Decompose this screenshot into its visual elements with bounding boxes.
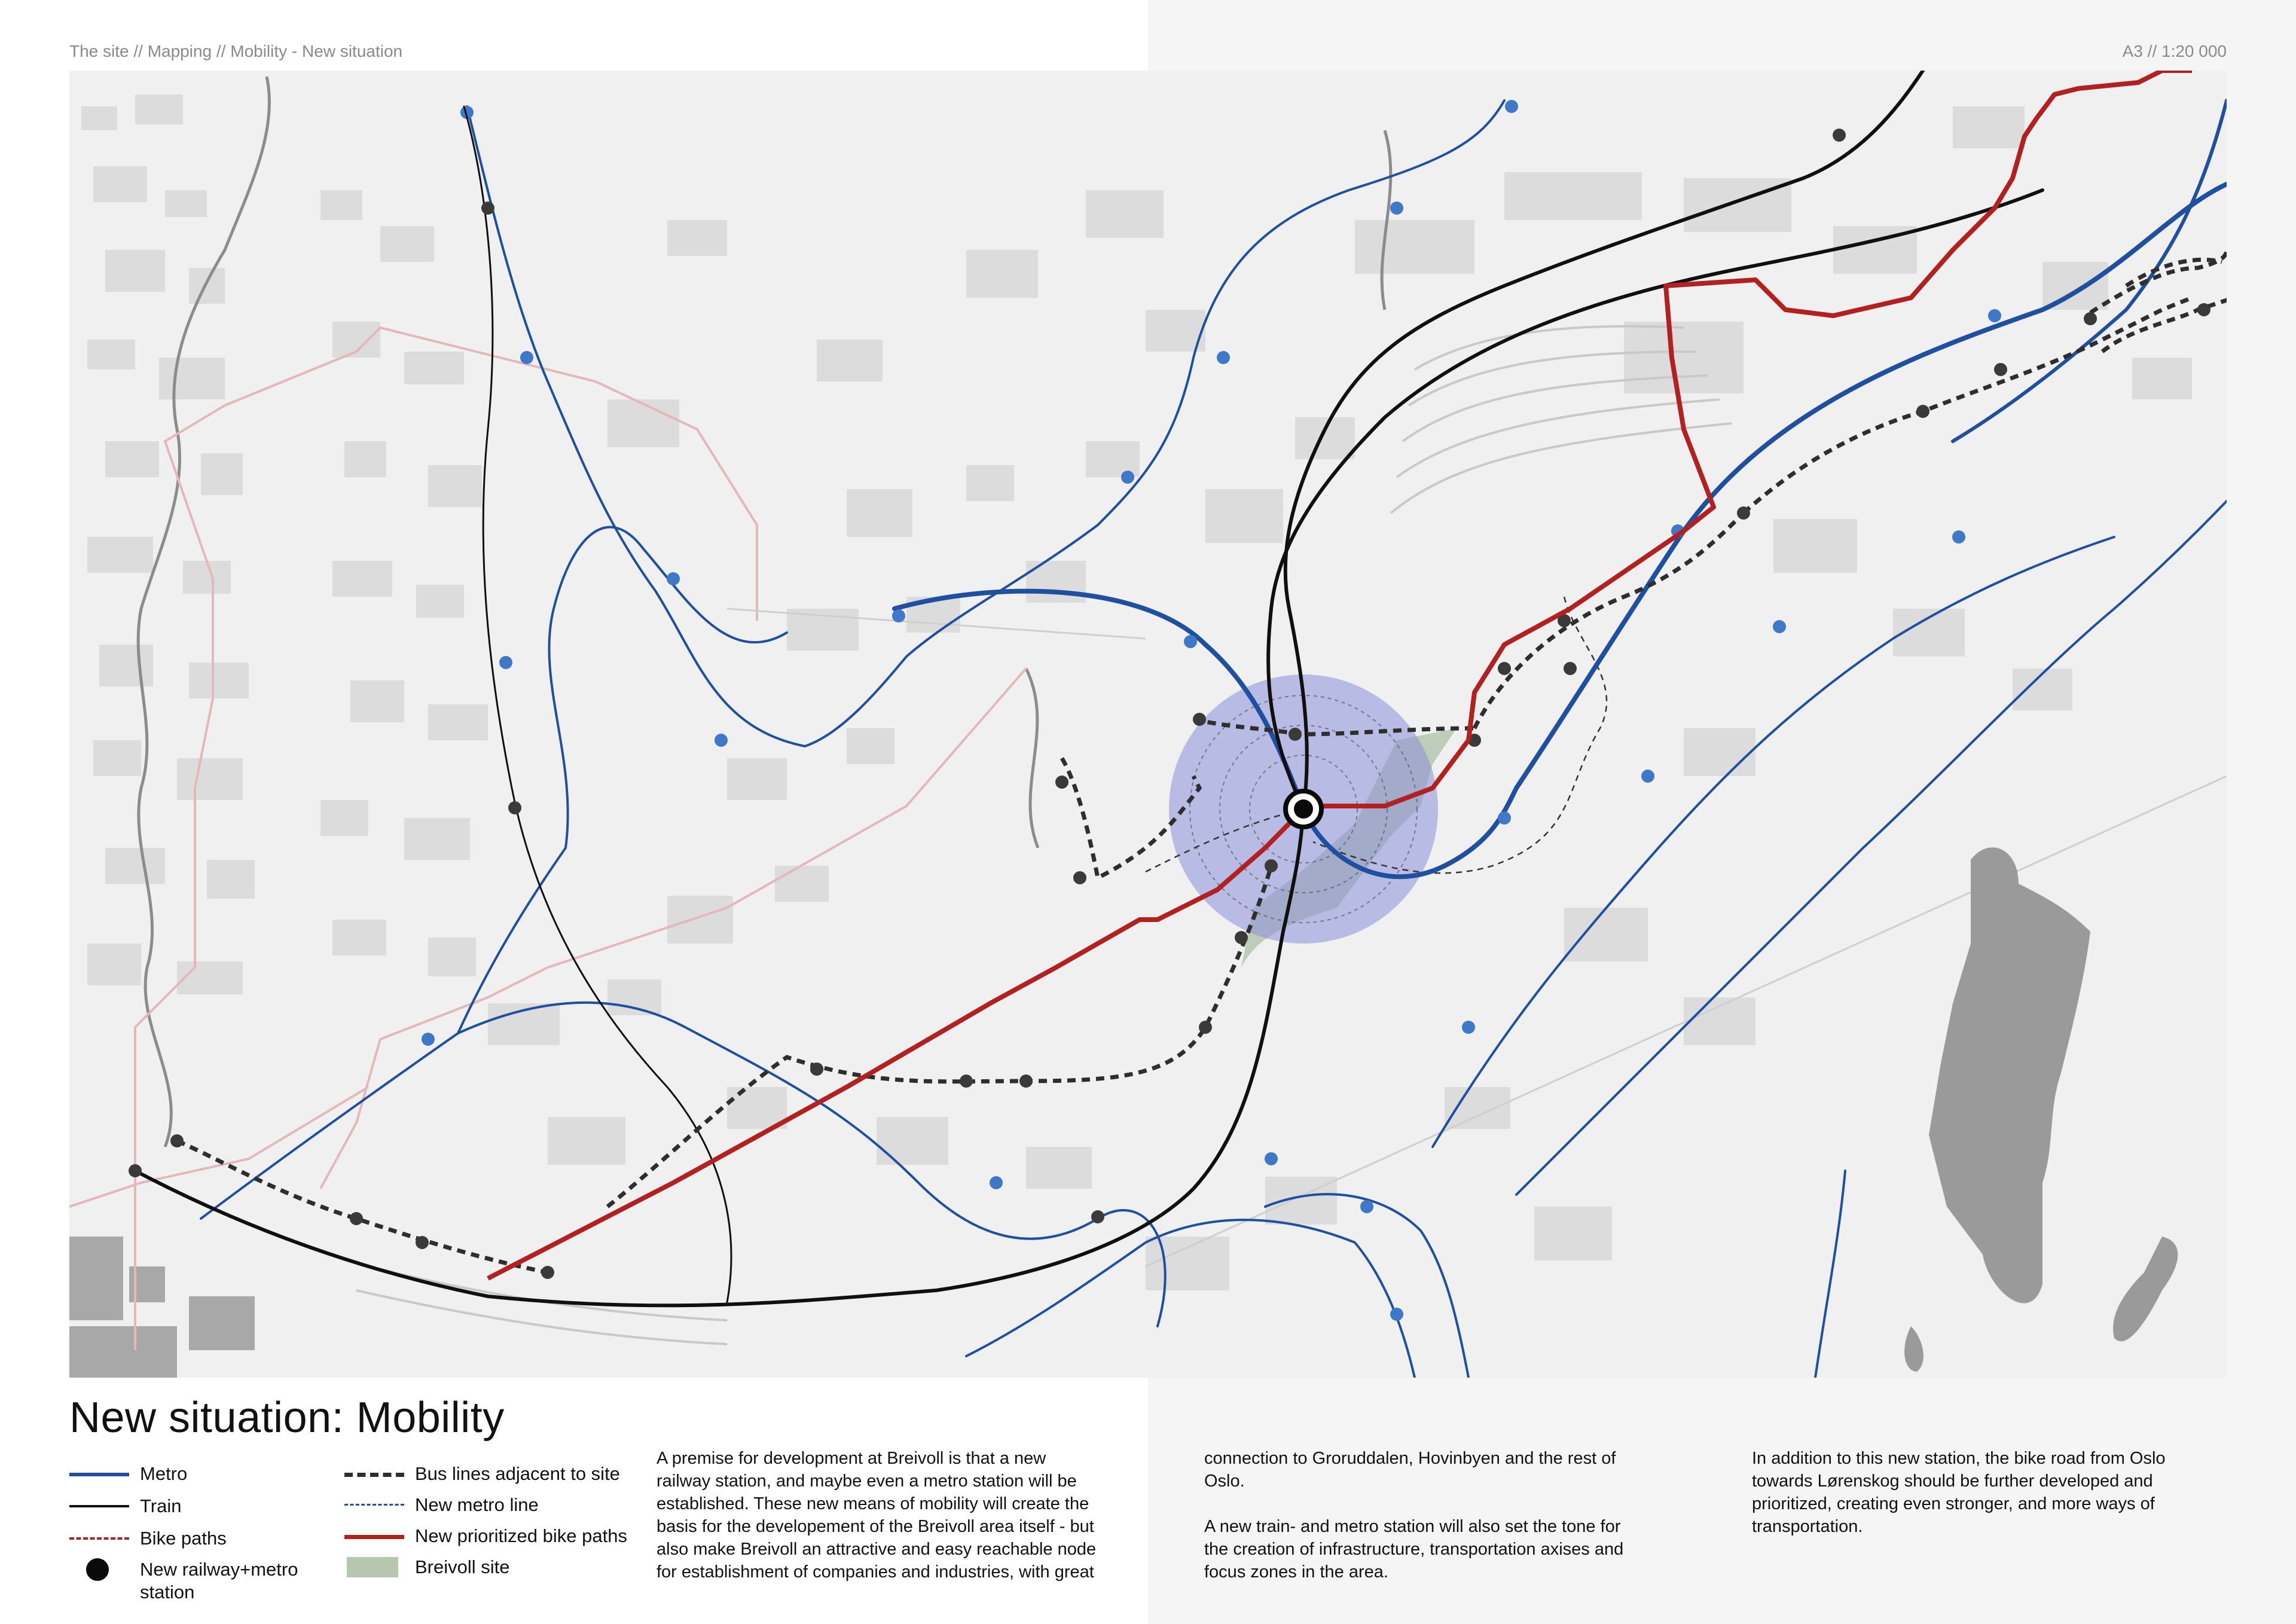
legend-train: Train [69, 1495, 181, 1518]
station-swatch [69, 1558, 140, 1581]
new-bike-swatch [344, 1525, 415, 1547]
metro-stations [422, 100, 2001, 1321]
pond [1904, 1326, 1923, 1372]
new-metro-swatch [344, 1494, 415, 1516]
bus-lines-swatch [344, 1463, 415, 1485]
metro-swatch [69, 1463, 140, 1485]
page-title: New situation: Mobility [69, 1394, 505, 1442]
urban-fabric [81, 94, 2192, 1290]
small-lake [2113, 1237, 2178, 1341]
mobility-map[interactable] [69, 71, 2227, 1378]
legend-station: New railway+metro station [69, 1558, 298, 1604]
rail-yard [356, 326, 1732, 1344]
legend-breivoll-site: Breivoll site [344, 1556, 510, 1579]
scale-label: A3 // 1:20 000 [2122, 42, 2227, 60]
legend-new-metro: New metro line [344, 1494, 539, 1516]
breivoll-site-swatch [344, 1556, 415, 1579]
train-swatch [69, 1495, 140, 1518]
lake [1929, 847, 2090, 1303]
paragraph-2: connection to Groruddalen, Hovinbyen and the rest of Oslo. A new train- and metro station will also set the tone for the creation of infrastructure, transportation axises and focus zones in the area. [1204, 1449, 1624, 1582]
industrial-area [69, 1237, 255, 1378]
legend-new-bike: New prioritized bike paths [344, 1525, 627, 1547]
paragraph-3: In addition to this new station, the bike road from Oslo towards Lørenskog should be further developed and prioritized, creating even stronger, and more ways of transportation. [1752, 1449, 2166, 1536]
paragraph-1: A premise for development at Breivoll is that a new railway station, and maybe even a metro station will be established. These new means of mobility will create the basis for the developement of the Breivoll area itself - but also make Breivoll an attractive and easy reachable node for establishment of companies and industries, with great [657, 1449, 1097, 1582]
new-railway-metro-station [1286, 791, 1321, 827]
breadcrumb: The site // Mapping // Mobility - New situation [69, 42, 403, 60]
legend-metro: Metro [69, 1463, 187, 1485]
legend-bike-paths: Bike paths [69, 1527, 227, 1550]
bike-paths-swatch [69, 1527, 140, 1550]
legend-bus-lines: Bus lines adjacent to site [344, 1463, 620, 1485]
map-canvas [69, 71, 2227, 1378]
